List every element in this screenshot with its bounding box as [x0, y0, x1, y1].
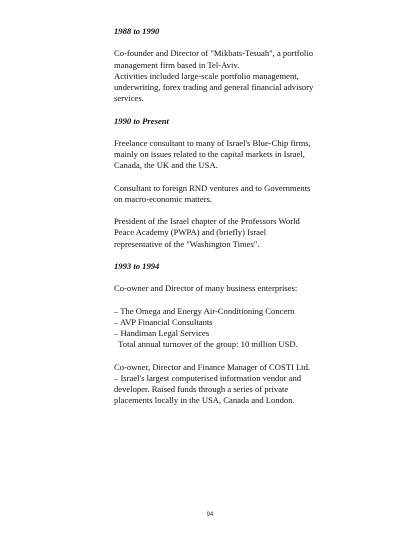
text-line: management firm based in Tel-Aviv. — [114, 59, 240, 70]
spacer — [114, 350, 344, 361]
text-line: Consultant to foreign RND ventures and to Governments — [114, 182, 311, 193]
page-number: 94 — [206, 512, 214, 518]
spacer — [114, 272, 344, 283]
text-line: representative of the "Washington Times". — [114, 238, 260, 249]
text-line: mainly on issues related to the capital markets in Israel, — [114, 149, 305, 160]
paragraph — [114, 138, 344, 172]
text-line: Canada, the UK and the USA. — [114, 160, 218, 171]
section-heading: 1993 to 1994 — [114, 260, 160, 271]
spacer — [114, 37, 344, 48]
text-line: on macro-economic matters. — [114, 193, 213, 204]
text-line: Activities included large-scale portfolio management, — [114, 70, 299, 81]
text-line: – The Omega and Energy Air-Conditioning Concern — [114, 305, 295, 316]
text-line: Co-owner and Director of many business enterprises: — [114, 283, 298, 294]
text-line: Co-owner, Director and Finance Manager of COSTI Ltd. — [114, 361, 311, 372]
text-line: underwriting, forex trading and general financial advisory — [114, 81, 314, 92]
text-line: – AVP Financial Consultants — [114, 316, 213, 327]
text-line: services. — [114, 93, 144, 104]
paragraph — [114, 283, 344, 294]
document-body — [114, 26, 344, 406]
paragraph — [114, 362, 344, 407]
section-heading: 1988 to 1990 — [114, 26, 160, 36]
text-line: placements locally in the USA, Canada and London. — [114, 395, 295, 406]
text-line: Total annual turnover of the group: 10 million USD. — [114, 339, 298, 350]
text-line: – Israel's largest computerised information vendor and — [114, 372, 302, 383]
spacer — [114, 171, 344, 182]
text-line: Co-founder and Director of "Mikbats-Tesuah", a portfolio — [114, 48, 314, 59]
paragraph — [114, 216, 344, 250]
spacer — [114, 127, 344, 138]
text-line: developer. Raised funds through a series of private — [114, 384, 289, 394]
spacer — [114, 295, 344, 306]
spacer — [114, 104, 344, 115]
spacer — [114, 250, 344, 261]
text-line: President of the Israel chapter of the Professors World — [114, 216, 300, 227]
spacer — [114, 205, 344, 216]
paragraph — [114, 306, 344, 351]
section-heading: 1990 to Present — [114, 115, 169, 126]
text-line: Freelance consultant to many of Israel's Blue-Chip firms, — [114, 137, 311, 148]
paragraph — [114, 183, 344, 205]
text-line: Peace Academy (PWPA) and (briefly) Israel — [114, 227, 267, 238]
paragraph — [114, 48, 344, 104]
text-line: – Handiman Legal Services — [114, 328, 210, 339]
